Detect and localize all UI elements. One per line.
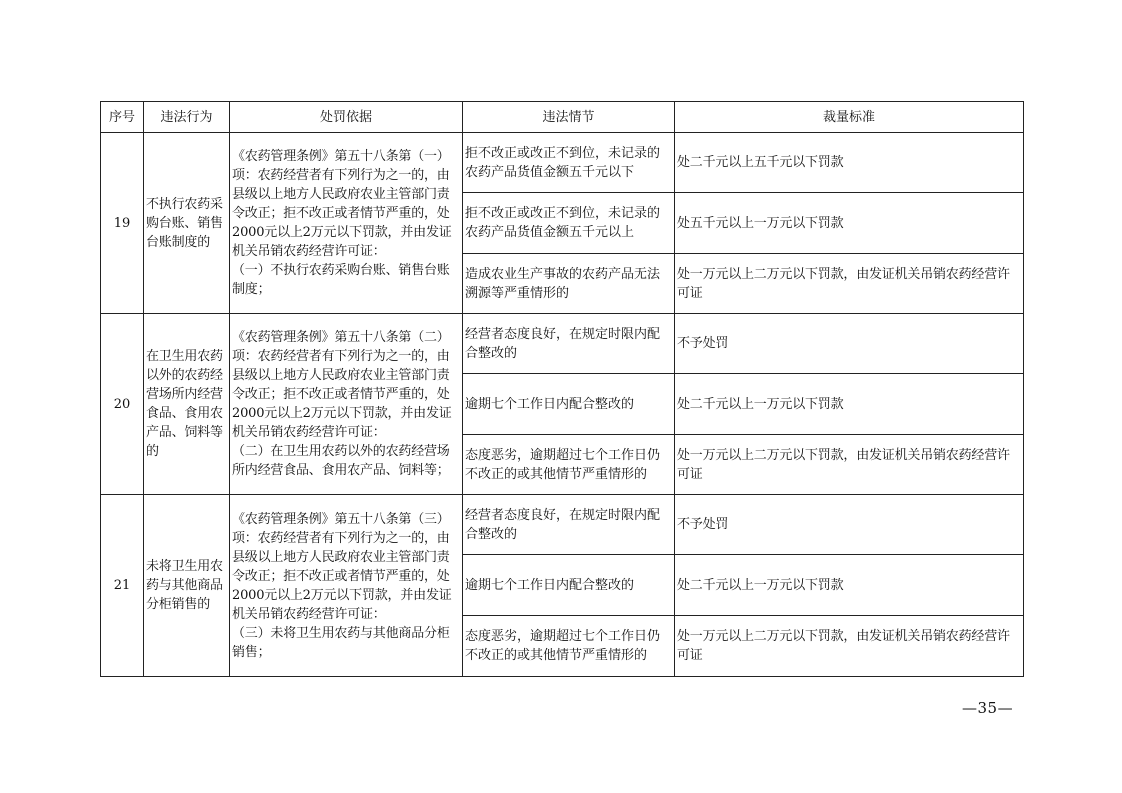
penalty-basis: [230, 314, 463, 495]
standard-cell: 不予处罚: [675, 314, 1024, 374]
circumstance-cell: 逾期七个工作日内配合整改的: [463, 555, 675, 616]
header-no: 序号: [101, 102, 144, 133]
standard-cell: 处一万元以上二万元以下罚款，由发证机关吊销农药经营许可证: [675, 616, 1024, 677]
penalty-basis: [230, 495, 463, 677]
basis-item-text: （一）不执行农药采购台账、销售台账制度；: [232, 263, 450, 297]
circumstance-cell: 经营者态度良好，在规定时限内配合整改的: [463, 314, 675, 374]
basis-main-text: 《农药管理条例》第五十八条第（三）项：农药经营者有下列行为之一的，由县级以上地方人民政府农业主管部门责令改正；拒不改正或者情节严重的，处2000元以上2万元以下罚款，并由发证机关吊销农药经营许可证：: [232, 511, 452, 622]
violation-behavior: 不执行农药采购台账、销售台账制度的: [144, 133, 230, 314]
circumstance-cell: 态度恶劣，逾期超过七个工作日仍不改正的或其他情节严重情形的: [463, 616, 675, 677]
row-number: 19: [101, 133, 144, 314]
page-number: —35—: [962, 699, 1014, 717]
basis-main-text: 《农药管理条例》第五十八条第（二）项：农药经营者有下列行为之一的，由县级以上地方人民政府农业主管部门责令改正；拒不改正或者情节严重的，处2000元以上2万元以下罚款，并由发证机关吊销农药经营许可证：: [232, 330, 452, 440]
circumstance-cell: 造成农业生产事故的农药产品无法溯源等严重情形的: [463, 254, 675, 314]
table-row: [101, 133, 1024, 193]
standard-cell: 处二千元以上一万元以下罚款: [675, 555, 1024, 616]
standard-cell: 不予处罚: [675, 495, 1024, 555]
table-row: [101, 314, 1024, 374]
table-header-row: [101, 102, 1024, 133]
standard-cell: 处一万元以上二万元以下罚款，由发证机关吊销农药经营许可证: [675, 435, 1024, 495]
basis-main-text: 《农药管理条例》第五十八条第（一）项：农药经营者有下列行为之一的，由县级以上地方人民政府农业主管部门责令改正；拒不改正或者情节严重的，处2000元以上2万元以下罚款，并由发证机关吊销农药经营许可证：: [232, 149, 452, 259]
circumstance-cell: 态度恶劣，逾期超过七个工作日仍不改正的或其他情节严重情形的: [463, 435, 675, 495]
header-standard: 裁量标准: [675, 102, 1024, 133]
circumstance-cell: 拒不改正或改正不到位，未记录的农药产品货值金额五千元以下: [463, 133, 675, 193]
circumstance-cell: 逾期七个工作日内配合整改的: [463, 374, 675, 435]
violation-behavior: 在卫生用农药以外的农药经营场所内经营食品、食用农产品、饲料等的: [144, 314, 230, 495]
row-number: 21: [101, 495, 144, 677]
header-basis: 处罚依据: [230, 102, 463, 133]
basis-item-text: （二）在卫生用农药以外的农药经营场所内经营食品、食用农产品、饲料等；: [232, 444, 450, 478]
basis-item-text: （三）未将卫生用农药与其他商品分柜销售；: [232, 625, 450, 660]
standard-cell: 处五千元以上一万元以下罚款: [675, 193, 1024, 254]
header-circumstance: 违法情节: [463, 102, 675, 133]
violation-behavior: 未将卫生用农药与其他商品分柜销售的: [144, 495, 230, 677]
standard-cell: 处二千元以上一万元以下罚款: [675, 374, 1024, 435]
circumstance-cell: 拒不改正或改正不到位，未记录的农药产品货值金额五千元以上: [463, 193, 675, 254]
penalty-basis: [230, 133, 463, 314]
header-behavior: 违法行为: [144, 102, 230, 133]
standard-cell: 处二千元以上五千元以下罚款: [675, 133, 1024, 193]
row-number: 20: [101, 314, 144, 495]
penalty-standard-table: [100, 101, 1024, 677]
table-row: [101, 495, 1024, 555]
circumstance-cell: 经营者态度良好，在规定时限内配合整改的: [463, 495, 675, 555]
standard-cell: 处一万元以上二万元以下罚款，由发证机关吊销农药经营许可证: [675, 254, 1024, 314]
